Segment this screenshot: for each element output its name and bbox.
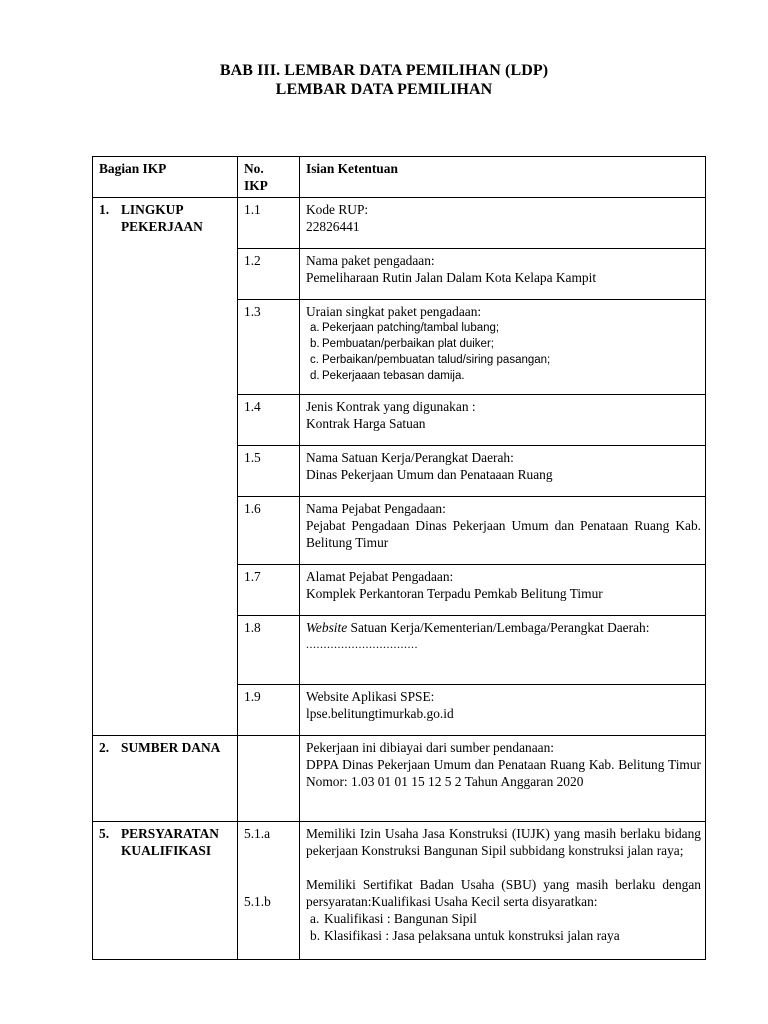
section-label: SUMBER DANA [121,740,221,755]
ikp-number: 1.3 [238,300,300,395]
field-label: Nama Pejabat Pengadaan: [306,501,446,516]
field-value: Dinas Pekerjaan Umum dan Penataaan Ruang [306,467,553,482]
section-lingkup-pekerjaan [93,198,238,736]
ikp-number: 1.8 [238,616,300,685]
ikp-number: 1.2 [238,249,300,300]
ikp-number [238,736,300,822]
field-label: Pekerjaan ini dibiayai dari sumber pendanaan: [306,740,555,755]
ikp-content [300,565,706,616]
ikp-content [300,198,706,249]
ldp-table [92,156,706,960]
field-value: DPPA Dinas Pekerjaan Umum dan Penataan Ruang Kab. Belitung Timur Nomor: 1.03 01 01 15 12 5 2 Tahun Anggaran 2020 [306,757,701,789]
field-label-rest: Satuan Kerja/Kementerian/Lembaga/Perangkat Daerah: [347,620,650,635]
header-isian-ketentuan: Isian Ketentuan [300,157,706,198]
field-label: Jenis Kontrak yang digunakan : [306,399,476,414]
ikp-content [300,616,706,685]
list-item: d. Pekerjaaan tebasan damija. [310,370,465,382]
ikp-number: 5.1.b [244,894,271,909]
ikp-content [300,822,706,960]
section-persyaratan-kualifikasi [93,822,238,960]
table-row [93,822,706,960]
list-item: a. Pekerjaan patching/tambal lubang; [310,322,500,334]
table-header-row [93,157,706,198]
section-label-cont: PEKERJAAN [121,219,203,234]
header-no-ikp: No. IKP [238,157,300,198]
field-value: Pemeliharaan Rutin Jalan Dalam Kota Kelapa Kampit [306,270,597,285]
list-item: a. Kualifikasi : Bangunan Sipil [310,911,477,926]
ikp-number: 1.4 [238,395,300,446]
requirement-iujk: Memiliki Izin Usaha Jasa Konstruksi (IUJK) yang masih berlaku bidang pekerjaan Konstruksi Bangunan Sipil subbidang konstruksi jalan raya; [306,826,701,858]
list-item: c. Perbaikan/pembuatan talud/siring pasangan; [310,354,551,366]
header-bagian-ikp: Bagian IKP [93,157,238,198]
ikp-number: 5.1.a [244,826,271,841]
section-sumber-dana [93,736,238,822]
field-value: 22826441 [306,219,360,234]
document-title [0,61,768,99]
ikp-content [300,249,706,300]
section-number: 1. [99,202,110,217]
title-line-1: BAB III. LEMBAR DATA PEMILIHAN (LDP) [219,62,549,79]
work-item-list [306,320,701,384]
field-value-placeholder: ................................ [306,637,418,651]
title-line-2: LEMBAR DATA PEMILIHAN [275,81,493,98]
section-label: LINGKUP [121,202,184,217]
sbu-requirement-list [306,910,701,944]
section-label-cont: KUALIFIKASI [121,843,212,858]
table-row [93,198,706,249]
ikp-number: 1.6 [238,497,300,565]
ikp-number: 1.5 [238,446,300,497]
ikp-number: 1.7 [238,565,300,616]
ikp-content [300,395,706,446]
ikp-content [300,446,706,497]
ikp-content [300,736,706,822]
website-word: Website [306,620,348,635]
field-label [306,619,701,636]
field-label: Nama Satuan Kerja/Perangkat Daerah: [306,450,514,465]
field-label: Alamat Pejabat Pengadaan: [306,569,454,584]
table-row [93,736,706,822]
ikp-number: 1.1 [238,198,300,249]
ikp-number-group [238,822,300,960]
field-label: Uraian singkat paket pengadaan: [306,304,482,319]
field-value: Pejabat Pengadaan Dinas Pekerjaan Umum dan Penataan Ruang Kab. Belitung Timur [306,518,701,550]
list-item: b. Pembuatan/perbaikan plat duiker; [310,338,494,350]
section-number: 5. [99,826,110,841]
field-label: Kode RUP: [306,202,369,217]
section-label: PERSYARATAN [121,826,219,841]
ikp-content [300,300,706,395]
field-label: Nama paket pengadaan: [306,253,435,268]
ikp-content [300,497,706,565]
ikp-content [300,685,706,736]
field-value: Komplek Perkantoran Terpadu Pemkab Belitung Timur [306,586,603,601]
field-value: lpse.belitungtimurkab.go.id [306,706,454,721]
ikp-number: 1.9 [238,685,300,736]
requirement-sbu: Memiliki Sertifikat Badan Usaha (SBU) yang masih berlaku dengan persyaratan:Kualifikasi Usaha Kecil serta disyaratkan: [306,877,701,909]
section-number: 2. [99,740,110,755]
field-label: Website Aplikasi SPSE: [306,689,435,704]
field-value: Kontrak Harga Satuan [306,416,426,431]
list-item: b. Klasifikasi : Jasa pelaksana untuk konstruksi jalan raya [310,928,620,943]
